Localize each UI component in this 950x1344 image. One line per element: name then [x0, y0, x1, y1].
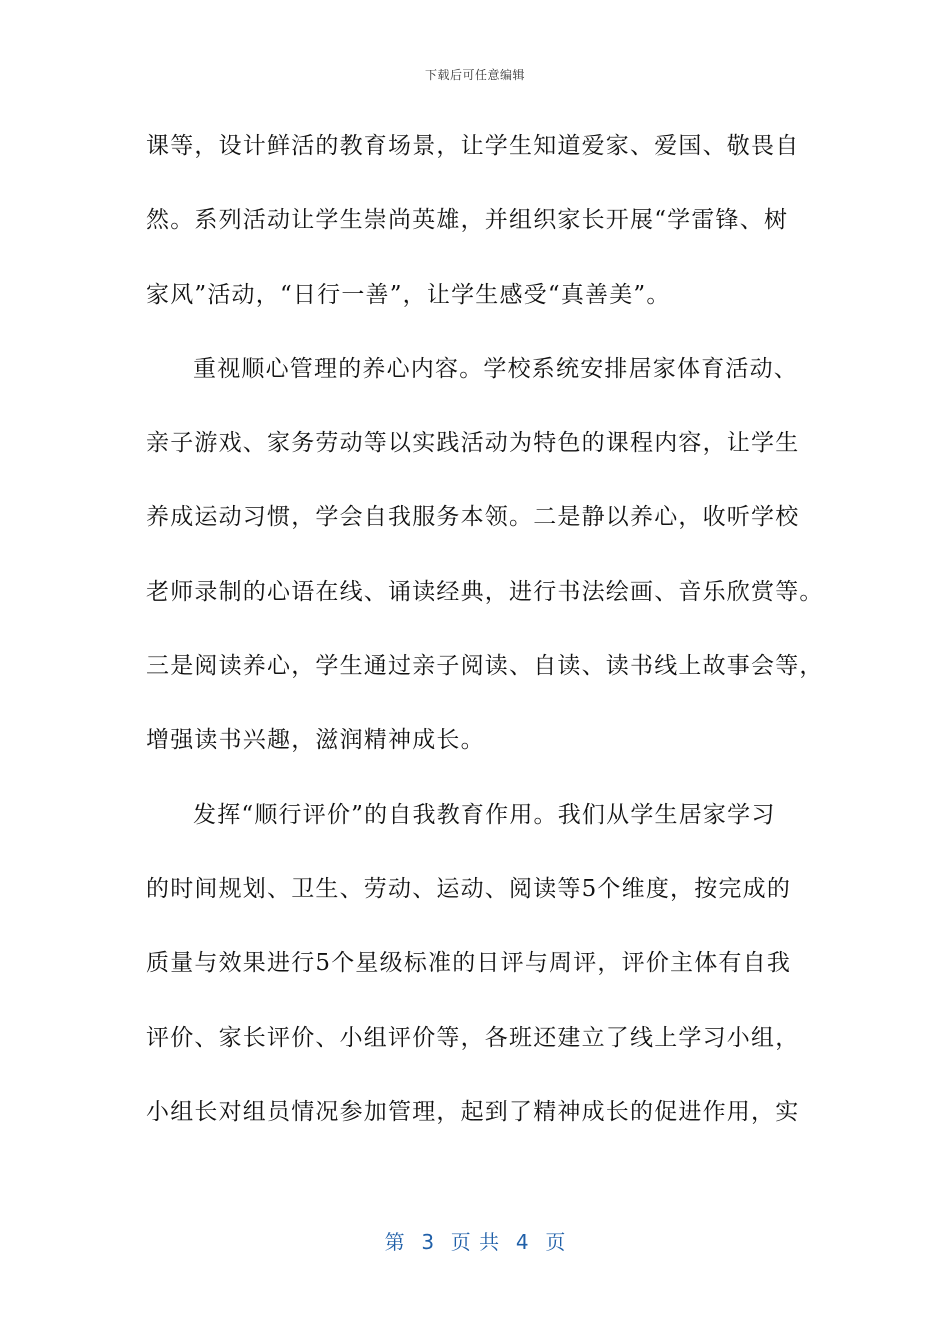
text-line: 养成运动习惯，学会自我服务本领。二是静以养心，收听学校	[146, 504, 800, 531]
text-line: 小组长对组员情况参加管理，起到了精神成长的促进作用，实	[146, 1098, 800, 1125]
text-line: 三是阅读养心，学生通过亲子阅读、自读、读书线上故事会等，	[146, 653, 824, 680]
header-note: 下载后可任意编辑	[424, 68, 525, 82]
paragraph-start-line: 重视顺心管理的养心内容。学校系统安排居家体育活动、	[193, 355, 798, 382]
text-line: 老师录制的心语在线、诵读经典，进行书法绘画、音乐欣赏等。	[146, 578, 824, 605]
page-number-footer	[0, 1226, 950, 1255]
text-line: 然。系列活动让学生崇尚英雄，并组织家长开展“学雷锋、树	[146, 207, 789, 234]
text-line: 课等，设计鲜活的教育场景，让学生知道爱家、爱国、敬畏自	[146, 133, 800, 159]
page-number-label: 第 3 页 共 4 页	[384, 1230, 566, 1254]
paragraph-start-line: 发挥“顺行评价”的自我教育作用。我们从学生居家学习	[193, 801, 776, 828]
text-line: 亲子游戏、家务劳动等以实践活动为特色的课程内容，让学生	[146, 430, 800, 457]
text-line: 家风”活动，“日行一善”，让学生感受“真善美”。	[146, 281, 671, 308]
document-body	[146, 126, 824, 1166]
text-line: 评价、家长评价、小组评价等，各班还建立了线上学习小组，	[146, 1024, 800, 1051]
text-line: 增强读书兴趣，滋润精神成长。	[146, 727, 485, 754]
text-line: 的时间规划、卫生、劳动、运动、阅读等5个维度，按完成的	[146, 875, 792, 902]
text-line: 质量与效果进行5个星级标准的日评与周评，评价主体有自我	[146, 950, 792, 977]
